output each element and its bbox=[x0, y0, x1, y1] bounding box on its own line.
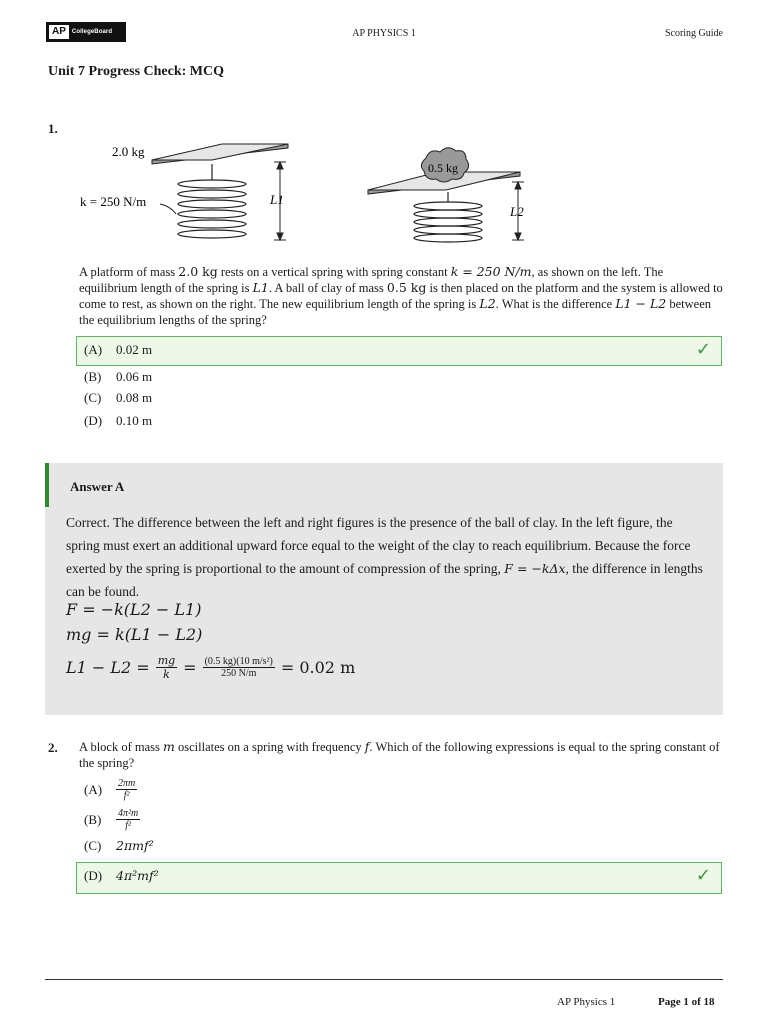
q1-option-a[interactable]: (A) 0.02 m bbox=[84, 342, 153, 357]
spring-figure bbox=[76, 136, 536, 248]
equation-2: mg = k(L1 − L2) bbox=[66, 625, 203, 644]
logo-collegeboard: CollegeBoard bbox=[71, 29, 113, 35]
clay-mass-label: 0.5 kg bbox=[428, 161, 458, 175]
question-1-correct-option[interactable] bbox=[76, 336, 722, 366]
answer-title: Answer A bbox=[70, 479, 125, 494]
q2-option-c[interactable]: (C) 2πmf² bbox=[84, 838, 154, 853]
l1-label: L1 bbox=[270, 192, 284, 207]
question-2-text: A block of mass m oscillates on a spring with frequency f. Which of the following expressions is equal to the spring constant of the spring? bbox=[79, 739, 720, 770]
equation-3: L1 − L2 = $\frac{mg}{k}$ = $\frac{\text{(0.5 kg)(10 m/s²)}}{250 N/m}$ = 0.02 m bbox=[66, 654, 356, 681]
q1-option-d[interactable]: (D) 0.10 m bbox=[84, 413, 153, 428]
footer-course: AP Physics 1 bbox=[557, 996, 616, 1008]
question-1-number: 1. bbox=[48, 121, 58, 136]
l2-label: L2 bbox=[510, 204, 524, 219]
header-doc-type: Scoring Guide bbox=[664, 28, 723, 39]
left-spring bbox=[178, 164, 246, 238]
check-icon: ✓ bbox=[695, 865, 711, 886]
left-mass-label: 2.0 kg bbox=[112, 144, 145, 159]
answer-explanation-text: Correct. The difference between the left and right figures is the presence of the ball of clay. In the left figure, the spring must exert an additional upward force equal to the weight of the clay to reach equilibrium. Because the force exerted by the spring is proportional to the amount of compression of the spring, F = −kΔx, the difference in lengths can be found. bbox=[66, 515, 703, 599]
left-platform bbox=[152, 144, 288, 160]
logo-ap: AP bbox=[49, 25, 69, 39]
question-1-text: A platform of mass 2.0 kg rests on a vertical spring with spring constant k = 250 N/m, as shown on the left. The equilibrium length of the spring is L1. A ball of clay of mass 0.5 kg is then placed on the platform and the system is allowed to come to rest, as shown on the right. The new equilibrium length of the spring is L2. What is the difference L1 − L2 between the equilibrium lengths of the spring? bbox=[79, 264, 723, 327]
spring-constant-label: k = 250 N/m bbox=[80, 194, 147, 209]
header-course: AP PHYSICS 1 bbox=[352, 28, 416, 39]
page-number: Page 1 of 18 bbox=[658, 996, 715, 1008]
page-title: Unit 7 Progress Check: MCQ bbox=[48, 64, 225, 79]
question-2-correct-option[interactable] bbox=[76, 862, 722, 894]
equation-1: F = −k(L2 − L1) bbox=[66, 600, 202, 619]
check-icon: ✓ bbox=[695, 339, 711, 360]
q2-option-b[interactable]: (B) $\frac{\text{4π²m}}{\text{f²}}$ bbox=[84, 808, 139, 831]
right-spring bbox=[414, 192, 482, 242]
question-2-number: 2. bbox=[48, 740, 58, 755]
q2-option-d[interactable]: (D) 4π²mf² bbox=[84, 868, 159, 883]
q2-option-a[interactable]: (A) $\frac{2\pi m}{\text{f²}}$ bbox=[84, 778, 136, 801]
q1-option-b[interactable]: (B) 0.06 m bbox=[84, 369, 153, 384]
footer-divider bbox=[45, 979, 723, 980]
answer-accent-bar bbox=[45, 463, 49, 507]
q1-option-c[interactable]: (C) 0.08 m bbox=[84, 390, 153, 405]
